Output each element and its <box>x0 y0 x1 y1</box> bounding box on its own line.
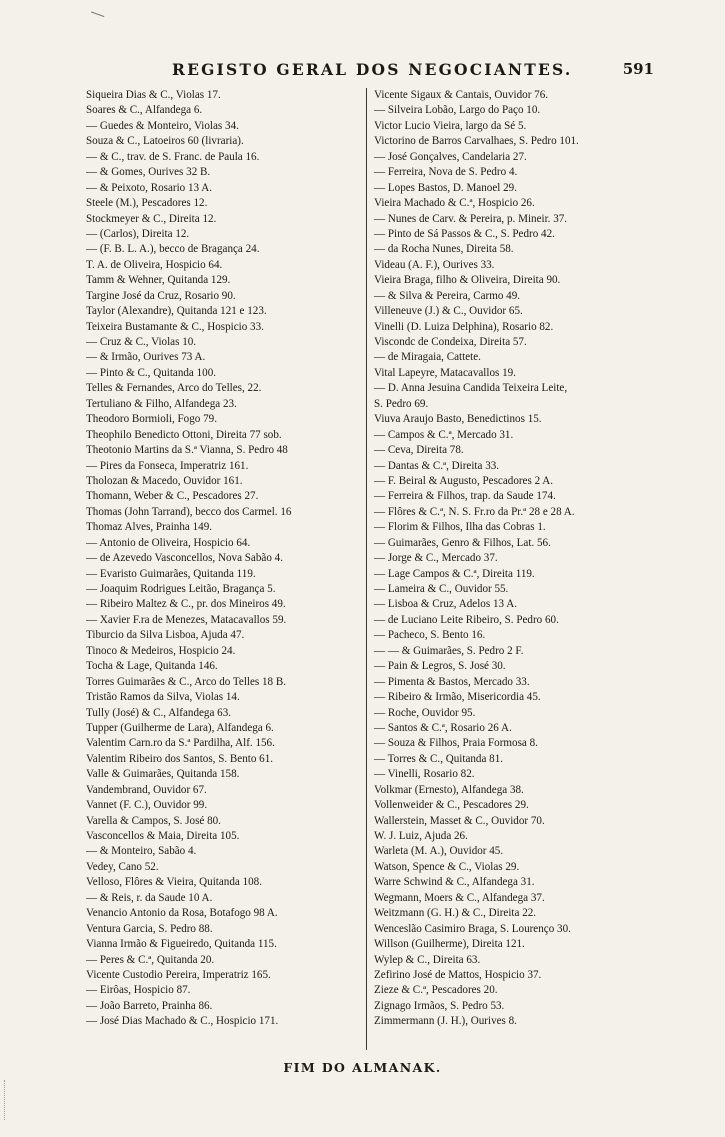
directory-entry: Thomaz Alves, Prainha 149. <box>86 521 213 534</box>
directory-entry: — da Rocha Nunes, Direita 58. <box>374 243 514 256</box>
directory-entry: — Ribeiro & Irmão, Misericordia 45. <box>374 691 541 704</box>
page-number: 591 <box>622 60 654 78</box>
directory-entry: — Flôres & C.ª, N. S. Fr.ro da Pr.ª 28 e 28 A. <box>374 505 575 518</box>
directory-entry: — Lisboa & Cruz, Adelos 13 A. <box>374 598 517 611</box>
margin-dots <box>4 1080 11 1120</box>
directory-entry: Stockmeyer & C., Direita 12. <box>86 212 217 225</box>
directory-entry: Victor Lucio Vieira, largo da Sé 5. <box>374 119 527 132</box>
directory-entry: — Ceva, Direita 78. <box>374 444 464 457</box>
directory-entry: Tertuliano & Filho, Alfandega 23. <box>86 397 237 410</box>
directory-entry: Warre Schwind & C., Alfandega 31. <box>374 876 535 889</box>
directory-entry: — & Monteiro, Sabão 4. <box>86 845 197 858</box>
directory-columns <box>86 88 654 1053</box>
directory-entry: Viscondc de Condeixa, Direita 57. <box>374 336 527 348</box>
directory-entry: Vasconcellos & Maia, Direita 105. <box>86 830 240 842</box>
directory-entry: — Silveira Lobão, Largo do Paço 10. <box>374 104 541 117</box>
directory-entry: Wylep & C., Direita 63. <box>374 953 481 966</box>
directory-entry: W. J. Luiz, Ajuda 26. <box>374 830 468 842</box>
directory-entry: Wenceslão Casimiro Braga, S. Lourenço 30. <box>374 922 571 935</box>
directory-entry: — D. Anna Jesuina Candida Teixeira Leite, <box>374 382 568 395</box>
directory-entry: — Souza & Filhos, Praia Formosa 8. <box>374 737 538 750</box>
directory-entry: — José Dias Machado & C., Hospicio 171. <box>86 1015 279 1028</box>
directory-entry: Watson, Spence & C., Violas 29. <box>374 860 520 873</box>
directory-entry: — Antonio de Oliveira, Hospicio 64. <box>86 536 251 549</box>
directory-entry: Theophilo Benedicto Ottoni, Direita 77 sob. <box>86 428 282 441</box>
directory-entry: — Guedes & Monteiro, Violas 34. <box>86 119 239 132</box>
directory-entry: — Vinelli, Rosario 82. <box>374 768 475 781</box>
directory-entry: Weitzmann (G. H.) & C., Direita 22. <box>374 907 537 920</box>
directory-entry: Vinelli (D. Luiza Delphina), Rosario 82. <box>374 320 554 333</box>
directory-entry: — Joaquim Rodrigues Leitão, Bragança 5. <box>86 583 276 595</box>
directory-entry: Targine José da Cruz, Rosario 90. <box>86 289 236 302</box>
column-divider <box>366 88 367 1050</box>
directory-entry: — Campos & C.ª, Mercado 31. <box>374 428 514 441</box>
directory-entry: Ventura Garcia, S. Pedro 88. <box>86 922 213 935</box>
directory-entry: Vital Lapeyre, Matacavallos 19. <box>374 366 516 379</box>
directory-entry: Siqueira Dias & C., Violas 17. <box>86 89 221 101</box>
directory-entry: Steele (M.), Pescadores 12. <box>86 197 208 210</box>
directory-entry: — Ferreira & Filhos, trap. da Saude 174. <box>374 490 556 503</box>
directory-entry: Telles & Fernandes, Arco do Telles, 22. <box>86 382 262 395</box>
directory-entry: — Florim & Filhos, Ilha das Cobras 1. <box>374 521 546 534</box>
directory-entry: — Pain & Legros, S. José 30. <box>374 660 506 673</box>
directory-entry: Wallerstein, Masset & C., Ouvidor 70. <box>374 814 545 827</box>
directory-entry: — (F. B. L. A.), becco de Bragança 24. <box>86 243 260 256</box>
directory-entry: Tristão Ramos da Silva, Violas 14. <box>86 691 240 704</box>
directory-entry: Tupper (Guilherme de Lara), Alfandega 6. <box>86 721 274 734</box>
page-header <box>86 60 654 82</box>
right-column <box>370 88 656 1030</box>
directory-entry: Zieze & C.ª, Pescadores 20. <box>374 984 498 997</box>
directory-entry: Vandembrand, Ouvidor 67. <box>86 783 207 796</box>
directory-entry: — Lopes Bastos, D. Manoel 29. <box>374 181 517 194</box>
directory-entry: — (Carlos), Direita 12. <box>86 227 190 240</box>
directory-entry: Venancio Antonio da Rosa, Botafogo 98 A. <box>86 907 278 920</box>
directory-entry: Tully (José) & C., Alfandega 63. <box>86 706 232 719</box>
directory-entry: Zignago Irmãos, S. Pedro 53. <box>374 999 505 1012</box>
directory-entry: Wegmann, Moers & C., Alfandega 37. <box>374 891 545 904</box>
directory-entry: — Nunes de Carv. & Pereira, p. Mineir. 37. <box>374 212 568 225</box>
directory-entry: Taylor (Alexandre), Quitanda 121 e 123. <box>86 305 267 318</box>
directory-entry: Zefirino José de Mattos, Hospicio 37. <box>374 968 542 981</box>
directory-entry: Teixeira Bustamante & C., Hospicio 33. <box>86 320 264 333</box>
directory-entry: Tinoco & Medeiros, Hospicio 24. <box>86 644 236 657</box>
directory-entry: Vicente Sigaux & Cantais, Ouvidor 76. <box>374 89 549 101</box>
directory-entry: — Dantas & C.ª, Direita 33. <box>374 459 500 472</box>
directory-entry: Willson (Guilherme), Direita 121. <box>374 938 525 951</box>
directory-entry: — & Peixoto, Rosario 13 A. <box>86 181 213 194</box>
directory-entry: Valentim Carn.ro da S.ª Pardilha, Alf. 156. <box>86 737 275 750</box>
directory-entry: Tholozan & Macedo, Ouvidor 161. <box>86 474 243 487</box>
directory-entry: Theodoro Bormioli, Fogo 79. <box>86 413 217 426</box>
directory-entry: Thomann, Weber & C., Pescadores 27. <box>86 490 259 503</box>
directory-entry: — Lameira & C., Ouvidor 55. <box>374 583 509 595</box>
directory-entry: — Pinto & C., Quitanda 100. <box>86 366 217 379</box>
directory-entry: Thomas (John Tarrand), becco dos Carmel. 16 <box>86 505 292 518</box>
directory-entry: — Guimarães, Genro & Filhos, Lat. 56. <box>374 536 551 549</box>
directory-entry: — Pinto de Sá Passos & C., S. Pedro 42. <box>374 227 555 240</box>
directory-entry: — Roche, Ouvidor 95. <box>374 706 476 719</box>
directory-entry: — Pacheco, S. Bento 16. <box>374 629 486 642</box>
directory-entry: — João Barreto, Prainha 86. <box>86 999 213 1012</box>
directory-entry: — & Reis, r. da Saude 10 A. <box>86 891 213 904</box>
directory-entry: — & Gomes, Ourives 32 B. <box>86 166 211 179</box>
directory-entry: — de Miragaia, Cattete. <box>374 351 481 364</box>
directory-entry: Zimmermann (J. H.), Ourives 8. <box>374 1015 517 1028</box>
directory-entry: Soares & C., Alfandega 6. <box>86 104 203 117</box>
directory-entry: Tocha & Lage, Quitanda 146. <box>86 660 218 673</box>
directory-entry: — Peres & C.ª, Quitanda 20. <box>86 953 215 966</box>
directory-entry: Vannet (F. C.), Ouvidor 99. <box>86 799 208 812</box>
directory-entry: Vieira Machado & C.ª, Hospicio 26. <box>374 197 535 210</box>
directory-entry: — Jorge & C., Mercado 37. <box>374 552 498 565</box>
directory-entry: Varella & Campos, S. José 80. <box>86 814 221 827</box>
directory-entry: Vieira Braga, filho & Oliveira, Direita 90. <box>374 274 561 287</box>
directory-entry: Tiburcio da Silva Lisboa, Ajuda 47. <box>86 629 245 642</box>
directory-entry: — Ferreira, Nova de S. Pedro 4. <box>374 166 518 179</box>
directory-entry: — F. Beiral & Augusto, Pescadores 2 A. <box>374 474 554 487</box>
directory-entry: Velloso, Flôres & Vieira, Quitanda 108. <box>86 876 262 889</box>
directory-entry: — Xavier F.ra de Menezes, Matacavallos 59. <box>86 613 287 626</box>
directory-entry: — de Luciano Leite Ribeiro, S. Pedro 60. <box>374 613 559 626</box>
directory-entry: Tamm & Wehner, Quitanda 129. <box>86 274 231 287</box>
directory-entry: Videau (A. F.), Ourives 33. <box>374 258 495 271</box>
directory-entry: — Santos & C.ª, Rosario 26 A. <box>374 721 512 734</box>
directory-entry: Vedey, Cano 52. <box>86 860 159 873</box>
directory-entry: Valle & Guimarães, Quitanda 158. <box>86 768 240 781</box>
directory-entry: Viuva Araujo Basto, Benedictinos 15. <box>374 413 542 426</box>
directory-entry: — Cruz & C., Violas 10. <box>86 336 197 348</box>
directory-entry: — de Azevedo Vasconcellos, Nova Sabão 4. <box>86 552 283 565</box>
directory-entry: — & C., trav. de S. Franc. de Paula 16. <box>86 150 260 163</box>
left-column <box>86 88 366 1030</box>
directory-entry: — José Gonçalves, Candelaria 27. <box>374 150 527 163</box>
directory-entry: Souza & C., Latoeiros 60 (livraria). <box>86 135 244 148</box>
directory-entry: — Torres & C., Quitanda 81. <box>374 752 504 765</box>
directory-entry: — Lage Campos & C.ª, Direita 119. <box>374 567 535 580</box>
directory-entry: — Pimenta & Bastos, Mercado 33. <box>374 675 530 688</box>
directory-entry: Theotonio Martins da S.ª Vianna, S. Pedro 48 <box>86 444 288 457</box>
directory-entry: Victorino de Barros Carvalhaes, S. Pedro 101. <box>374 135 579 148</box>
directory-entry: Vollenweider & C., Pescadores 29. <box>374 799 529 812</box>
directory-entry: Valentim Ribeiro dos Santos, S. Bento 61. <box>86 752 274 765</box>
directory-entry: Volkmar (Ernesto), Alfandega 38. <box>374 783 524 796</box>
directory-entry: — Eirôas, Hospicio 87. <box>86 984 191 997</box>
directory-entry: — Evaristo Guimarães, Quitanda 119. <box>86 567 256 580</box>
directory-entry: — Ribeiro Maltez & C., pr. dos Mineiros 49. <box>86 598 286 611</box>
directory-entry: S. Pedro 69. <box>374 397 429 410</box>
directory-entry: T. A. de Oliveira, Hospicio 64. <box>86 258 223 271</box>
directory-entry: Warleta (M. A.), Ouvidor 45. <box>374 845 504 858</box>
directory-entry: Villeneuve (J.) & C., Ouvidor 65. <box>374 305 523 318</box>
running-title: REGISTO GERAL DOS NEGOCIANTES. <box>172 60 573 79</box>
directory-entry: Vianna Irmão & Figueiredo, Quitanda 115. <box>86 938 277 951</box>
directory-entry: — Pires da Fonseca, Imperatriz 161. <box>86 459 249 472</box>
directory-entry: — & Irmão, Ourives 73 A. <box>86 351 206 364</box>
directory-entry: Vicente Custodio Pereira, Imperatriz 165. <box>86 968 271 981</box>
stray-pen-mark <box>91 4 107 17</box>
end-of-almanac-footer: FIM DO ALMANAK. <box>283 1060 442 1075</box>
directory-entry: Torres Guimarães & C., Arco do Telles 18 B. <box>86 675 287 688</box>
directory-entry: — & Silva & Pereira, Carmo 49. <box>374 289 521 302</box>
directory-entry: — — & Guimarães, S. Pedro 2 F. <box>374 644 524 657</box>
